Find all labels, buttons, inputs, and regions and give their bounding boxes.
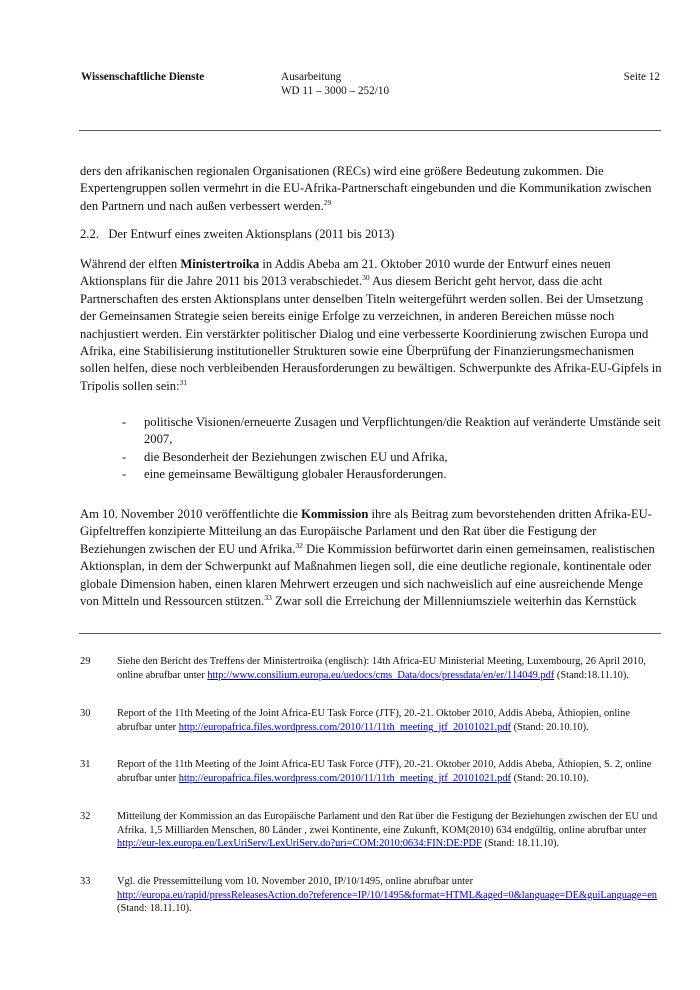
footnote-number: 29 bbox=[80, 656, 91, 667]
footnote-link[interactable]: http://europafrica.files.wordpress.com/2010/11/11th_meeting_jtf_20101021.pdf bbox=[178, 772, 511, 784]
paragraph-text: ders den afrikanischen regionalen Organisationen (RECs) wird eine größere Bedeutung zukommen. Die Expertengruppen sollen vermehrt in die EU-Afrika-Partnerschaft eingebunden und die Kommunikation zwischen den Partnern und nach außen verbessert werden. bbox=[80, 164, 652, 213]
footnote-29 bbox=[80, 655, 662, 682]
footnote-number: 33 bbox=[80, 876, 91, 887]
footnote-text: Siehe den Bericht des Treffens der Ministertroika (englisch): 14th Africa-EU Ministerial Meeting, Luxembourg, 26 April 2010, online abrufbar unter bbox=[117, 656, 646, 681]
footnote-text: (Stand: 18.11.10). bbox=[117, 903, 192, 915]
footnote-text: (Stand: 20.10.10). bbox=[511, 772, 589, 784]
header-institution: Wissenschaftliche Dienste bbox=[81, 71, 205, 83]
paragraph-text: Die Kommission befürwortet darin einen gemeinsamen, realistischen Aktionsplan, in dem der Schwerpunkt auf Maßnahmen liegen soll, die eine deutliche regionale, kontinentale oder globale Dimension haben, einen klaren Mehrwert erzeugen und sich nachweislich auf eine ausreichende Menge von Mitteln und Ressourcen stützen. bbox=[80, 541, 655, 609]
list-item-text: die Besonderheit der Beziehungen zwischen EU und Afrika, bbox=[144, 449, 448, 464]
list-item-text: eine gemeinsame Bewältigung globaler Herausforderungen. bbox=[144, 467, 447, 482]
dash-marker: - bbox=[122, 467, 127, 482]
paragraph-text: in Addis Abeba am 21. Oktober 2010 wurde der Entwurf eines neuen Aktionsplans für die Jahre 2011 bis 2013 verabschiedet. bbox=[80, 257, 611, 289]
list-item bbox=[80, 414, 662, 449]
footnote-33 bbox=[80, 875, 662, 916]
footnote-text: Report of the 11th Meeting of the Joint Africa-EU Task Force (JTF), 20.-21. Oktober 2010, Addis Abeba, Äthiopien, S. 2, online abrufbar unter bbox=[117, 759, 652, 784]
footnote-30 bbox=[80, 707, 662, 734]
bullet-list bbox=[80, 414, 662, 484]
footnote-ref[interactable]: 29 bbox=[323, 197, 332, 207]
footnote-number: 31 bbox=[80, 759, 91, 770]
header-doc-number: WD 11 – 3000 – 252/10 bbox=[281, 85, 390, 97]
footnote-text: Report of the 11th Meeting of the Joint Africa-EU Task Force (JTF), 20.-21. Oktober 2010, Addis Abeba, Äthiopien, online abrufbar unter bbox=[117, 708, 630, 733]
paragraph-ministertroika bbox=[80, 256, 662, 395]
paragraph-text: ihre als Beitrag zum bevorstehenden dritten Afrika-EU-Gipfeltreffen konzipierte Mitteilung an das Europäische Parlament und den Rat über die Festigung der Beziehungen zwischen der EU und Afrika. bbox=[80, 507, 652, 556]
footnote-text: Vgl. die Pressemitteilung vom 10. November 2010, IP/10/1495, online abrufbar unter bbox=[117, 876, 474, 887]
footnote-divider bbox=[79, 633, 661, 634]
footnote-ref[interactable]: 33 bbox=[264, 592, 272, 602]
footnote-number: 30 bbox=[80, 708, 91, 719]
footnote-ref[interactable]: 30 bbox=[362, 273, 370, 283]
paragraph-text: Aus diesem Bericht geht hervor, dass die acht Partnerschaften des ersten Aktionsplans unter denselben Titeln weitergeführt werden sollen. Bei der Umsetzung der Gemeinsamen Strategie seien bereits einige Erfolge zu verzeichnen, in anderen Bereichen müsse noch nachjustiert werden. Ein verstärkter politischer Dialog und eine verbesserte Koordinierung zwischen Europa und Afrika, eine Stabilisierung institutioneller Strukturen sowie eine Überprüfung der Finanzierungsmechanismen sollen helfen, diese noch verbleibenden Herausforderungen zu bewältigen. Schwerpunkte des Afrika-EU-Gipfels in Tripolis sollen sein: bbox=[80, 274, 662, 393]
header-divider bbox=[79, 130, 661, 131]
list-item-text: politische Visionen/erneuerte Zusagen und Verpflichtungen/die Reaktion auf veränderte Umstände seit 2007, bbox=[144, 415, 661, 447]
footnote-link[interactable]: http://eur-lex.europa.eu/LexUriServ/LexUriServ.do?uri=COM:2010:0634:FIN:DE:PDF bbox=[117, 838, 482, 850]
footnote-31 bbox=[80, 758, 662, 785]
header-document-id bbox=[281, 70, 389, 98]
bold-term: Ministertroika bbox=[180, 257, 260, 271]
page-number: Seite 12 bbox=[623, 71, 660, 83]
dash-marker: - bbox=[122, 449, 127, 464]
footnote-link[interactable]: http://europa.eu/rapid/pressReleasesAction.do?reference=IP/10/1495&format=HTML&aged=0&language=DE&guiLanguage=en bbox=[117, 889, 658, 901]
paragraph-intro bbox=[80, 163, 662, 215]
list-item bbox=[80, 449, 662, 466]
paragraph-text: Während der elften bbox=[80, 257, 181, 271]
footnote-link[interactable]: http://europafrica.files.wordpress.com/2010/11/11th_meeting_jtf_20101021.pdf bbox=[178, 721, 511, 733]
bold-term: Kommission bbox=[301, 507, 369, 521]
footnote-ref[interactable]: 32 bbox=[295, 540, 303, 550]
dash-marker: - bbox=[122, 415, 127, 429]
footnote-32 bbox=[80, 810, 662, 851]
footnote-link[interactable]: http://www.consilium.europa.eu/uedocs/cms_Data/docs/pressdata/en/er/114049.pdf bbox=[207, 669, 555, 681]
footnote-text: Mitteilung der Kommission an das Europäische Parlament und den Rat über die Festigung der Beziehungen zwischen der EU und Afrika. 1,5 Milliarden Menschen, 80 Länder , zwei Kontinente, eine Zukunft, KOM(2010) 634 endgültig, online abrufbar unter bbox=[117, 811, 658, 836]
footnote-ref[interactable]: 31 bbox=[179, 377, 188, 387]
paragraph-text: Am 10. November 2010 veröffentlichte die bbox=[80, 507, 302, 521]
footnote-text: (Stand: 18.11.10). bbox=[481, 838, 560, 850]
header-doc-type: Ausarbeitung bbox=[281, 71, 342, 83]
section-heading: 2.2. Der Entwurf eines zweiten Aktionsplans (2011 bis 2013) bbox=[80, 227, 395, 241]
list-item bbox=[80, 466, 662, 483]
paragraph-kommission bbox=[80, 506, 662, 610]
footnote-number: 32 bbox=[80, 811, 91, 822]
footnote-text: (Stand: 20.10.10). bbox=[511, 721, 589, 733]
footnote-text: (Stand:18.11.10). bbox=[554, 669, 629, 681]
paragraph-text: Zwar soll die Erreichung der Millenniumsziele weiterhin das Kernstück bbox=[271, 594, 637, 609]
